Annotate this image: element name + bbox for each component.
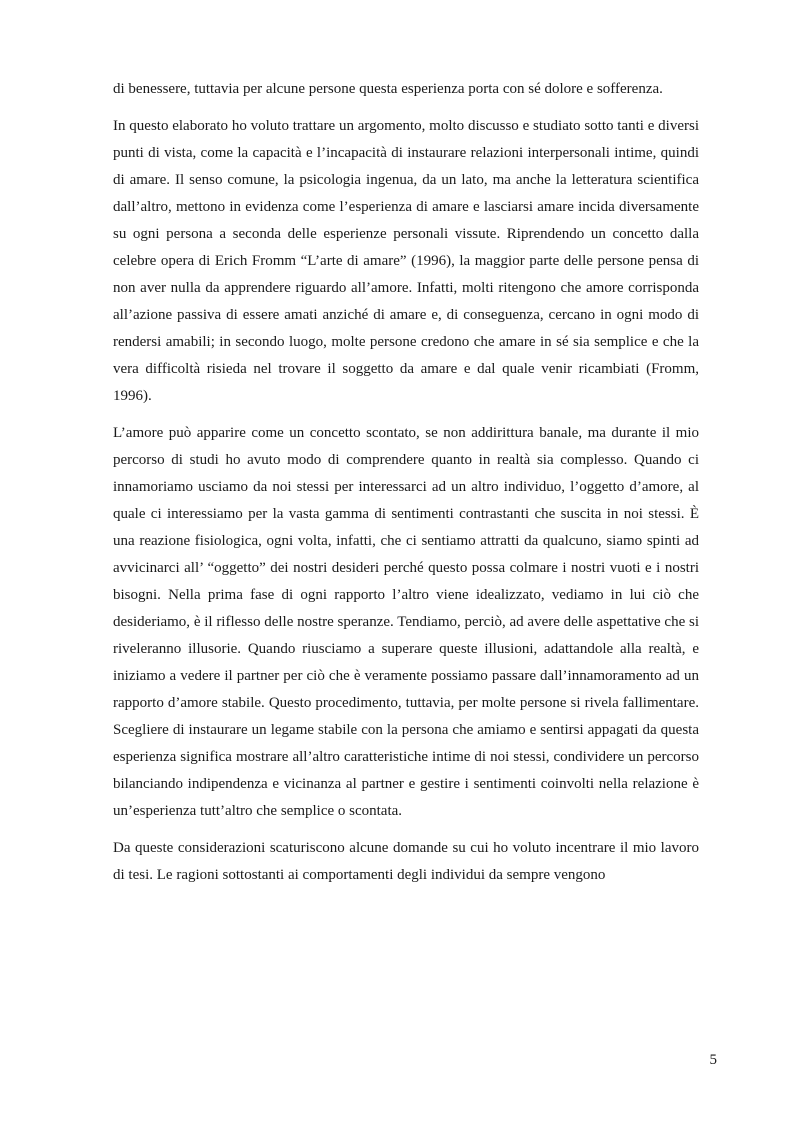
paragraph-3: L’amore può apparire come un concetto scontato, se non addirittura banale, ma durante il mio percorso di studi ho avuto modo di comprendere quanto in realtà sia complesso. Quando ci innamoriamo usciamo da noi stessi per interessarci ad un altro individuo, l’oggetto d’amore, al quale ci interessiamo per la vasta gamma di sentimenti contrastanti che suscita in noi stessi. È una reazione fisiologica, ogni volta, infatti, che ci sentiamo attratti da qualcuno, siamo spinti ad avvicinarci all’ “oggetto” dei nostri desideri perché questo possa colmare i nostri vuoti e i nostri bisogni. Nella prima fase di ogni rapporto l’altro viene idealizzato, vediamo in lui ciò che desideriamo, è il riflesso delle nostre speranze. Tendiamo, perciò, ad avere delle aspettative che si riveleranno illusorie. Quando riusciamo a superare queste illusioni, adattandole alla realtà, e iniziamo a vedere il partner per ciò che è veramente possiamo passare dall’innamoramento ad un rapporto d’amore stabile. Questo procedimento, tuttavia, per molte persone si rivela fallimentare. Scegliere di instaurare un legame stabile con la persona che amiamo e sentirsi appagati da questa esperienza significa mostrare all’altro caratteristiche intime di noi stessi, condividere un percorso bilanciando indipendenza e vicinanza al partner e gestire i sentimenti coinvolti nella relazione è un’esperienza tutt’altro che semplice o scontata. [113, 425, 699, 819]
page-number: 5 [709, 1052, 717, 1068]
paragraph-1: di benessere, tuttavia per alcune persone questa esperienza porta con sé dolore e sofferenza. [113, 81, 663, 97]
paragraph-2: In questo elaborato ho voluto trattare un argomento, molto discusso e studiato sotto tanti e diversi punti di vista, come la capacità e l’incapacità di instaurare relazioni interpersonali intime, quindi di amare. Il senso comune, la psicologia ingenua, da un lato, ma anche la letteratura scientifica dall’altro, mettono in evidenza come l’esperienza di amare e lasciarsi amare incida diversamente su ogni persona a seconda delle esperienze personali vissute. Riprendendo un concetto dalla celebre opera di Erich Fromm “L’arte di amare” (1996), la maggior parte delle persone pensa di non aver nulla da apprendere riguardo all’amore. Infatti, molti ritengono che amore corrisponda all’azione passiva di essere amati anziché di amare e, di conseguenza, cercano in ogni modo di rendersi amabili; in secondo luogo, molte persone credono che amare in sé sia semplice e che la vera difficoltà risieda nel trovare il soggetto da amare e dal quale venir ricambiati (Fromm, 1996). [113, 118, 699, 404]
paragraph-4: Da queste considerazioni scaturiscono alcune domande su cui ho voluto incentrare il mio lavoro di tesi. Le ragioni sottostanti ai comportamenti degli individui da sempre vengono [113, 840, 699, 883]
page-body [113, 76, 699, 899]
